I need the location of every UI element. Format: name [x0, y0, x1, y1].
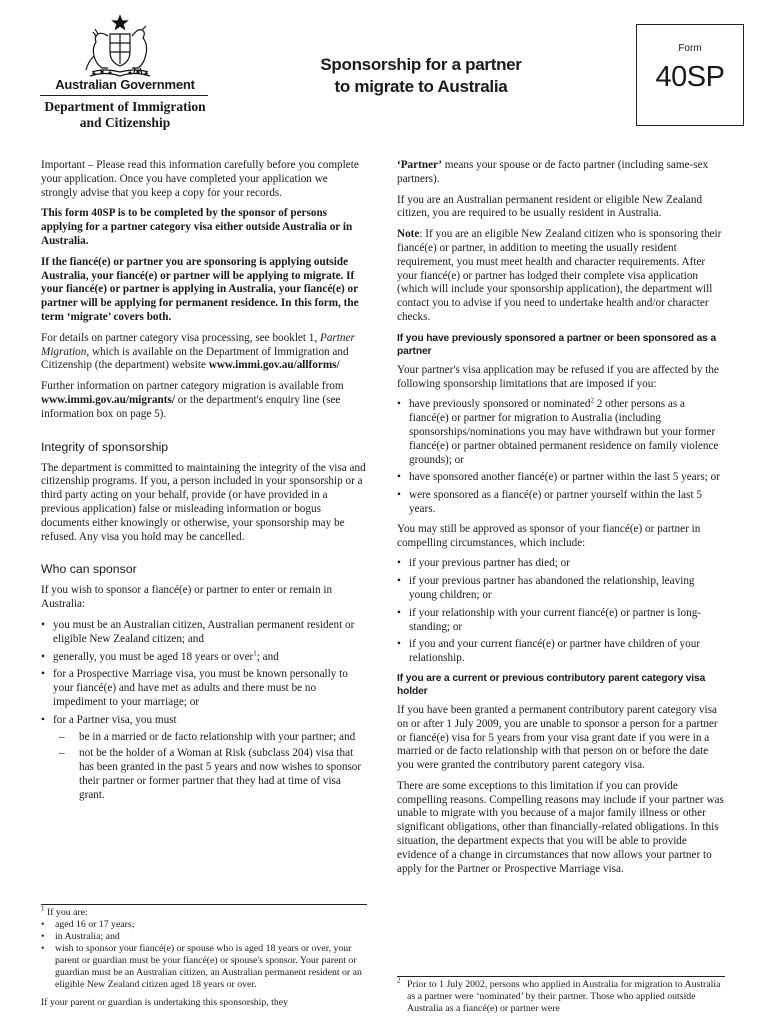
note-paragraph [397, 228, 725, 325]
list-item: • if your previous partner has died; or [397, 557, 725, 571]
list-item: • for a Prospective Marriage visa, you must be known personally to your fiancé(e) and have met as adults and there must be no impediment to your marriage; or [41, 668, 367, 709]
form-title [296, 54, 546, 98]
parent-visa-paragraph-1: If you have been granted a permanent contributory parent category visa on or after 1 July 2009, you are unable to sponsor a person for a partner or fiancé(e) visa for 5 years from your visa grant date if you were in a married or de facto relationship with that person on or before the date you were granted the contributory parent category visa. [397, 703, 718, 772]
right-column [397, 159, 725, 883]
footnote-2-row [397, 976, 725, 1015]
list-item-text: for a Partner visa, you must [53, 713, 177, 726]
integrity-heading: Integrity of sponsorship [41, 439, 169, 454]
list-item-text: ; and [256, 650, 279, 663]
list-item: • if your previous partner has abandoned the relationship, leaving young children; or [397, 575, 725, 603]
further-text: Further information on partner category migration is available from [41, 380, 344, 393]
list-item-text: 2 other persons as a fiancé(e) or partner for migration to Australia (including sponsorships/nominations you may have withdrawn but your former fiancé(e) or partner obtained permanent residence on family violence grounds); or [409, 398, 719, 466]
list-item [397, 398, 725, 467]
department-line-2: and Citizenship [79, 115, 171, 130]
list-item: • you must be an Australian citizen, Australian permanent resident or eligible New Zealand citizen; and [41, 619, 367, 647]
list-item [41, 648, 367, 665]
note-text: : If you are an eligible New Zealand citizen who is sponsoring their fiancé(e) or partner, in addition to meeting the usually resident requirement, you must meet health and character requirements. After your fiancé(e) or partner has lodged their complete visa application (which will include your sponsorship application), the department will contact you to advise if you need to undertake health and/or character checks. [397, 228, 722, 323]
allforms-link[interactable]: www.immi.gov.au/allforms/ [208, 359, 340, 372]
parent-visa-heading: If you are a current or previous contributory parent category visa holder [397, 672, 706, 697]
further-text-2: or the department's enquiry line (see information box on page 5). [41, 393, 341, 420]
footnote-ref: 1 [253, 648, 257, 657]
sublist-item: – not be the holder of a Woman at Risk (subclass 204) visa that has been granted in the past 5 years and now wishes to sponsor their partner or former partner that they had at time of visa grant. [53, 747, 367, 802]
footnote-divider [397, 976, 725, 977]
previous-sponsorship-heading: If you have previously sponsored a partner or been sponsored as a partner [397, 332, 717, 357]
compelling-intro-paragraph: You may still be approved as sponsor of your fiancé(e) or partner in compelling circumstances, which include: [397, 522, 701, 549]
government-name: Australian Government [55, 77, 195, 92]
department-line-1: Department of Immigration [44, 99, 206, 114]
details-text-2: , which is available on the Department of Immigration and Citizenship (the department) website [41, 345, 349, 372]
previous-intro-paragraph: Your partner's visa application may be refused if you are affected by the following sponsorship limitations that are imposed if you: [397, 363, 719, 390]
sponsorship-limitations-list [397, 398, 725, 516]
list-item: • if your relationship with your current fiancé(e) or partner is long-standing; or [397, 607, 725, 635]
header-divider [40, 95, 208, 96]
footnote-2-mark: 2 [397, 976, 401, 985]
compelling-circumstances-list [397, 557, 725, 666]
migrants-link[interactable]: www.immi.gov.au/migrants/ [41, 393, 175, 406]
who-can-sponsor-list [41, 619, 367, 803]
intro-paragraph: Important – Please read this information carefully before you complete your application. Once you have completed your application we strongly advise that you keep a copy for your records. [41, 159, 359, 199]
footnote-1-head-text: If you are: [44, 907, 88, 918]
partner-definition: means your spouse or de facto partner (including same-sex partners). [397, 159, 709, 185]
footnote-ref: 2 [590, 396, 594, 405]
list-item: • have sponsored another fiancé(e) or partner within the last 5 years; or [397, 471, 725, 485]
form-title-line-1: Sponsorship for a partner [320, 55, 522, 74]
who-intro-paragraph: If you wish to sponsor a fiancé(e) or partner to enter or remain in Australia: [41, 584, 333, 611]
resident-paragraph: If you are an Australian permanent resident or eligible New Zealand citizen, you are required to be usually resident in Australia. [397, 193, 703, 220]
footnote-1-tail: If your parent or guardian is undertaking this sponsorship, they [41, 997, 289, 1008]
partner-definition-paragraph [397, 159, 725, 187]
footnote-1-list [41, 919, 367, 991]
partner-term: ‘Partner’ [397, 159, 442, 171]
footnote-mark: 1 [41, 904, 45, 913]
footnote-divider [41, 904, 367, 905]
list-item-text: generally, you must be aged 18 years or over [53, 650, 254, 663]
further-info-paragraph [41, 380, 367, 421]
integrity-paragraph: The department is committed to maintaining the integrity of the visa and citizenship programs. If you, a person included in your sponsorship or a third party acting on your behalf, provide (or have provided in a previous application) false or misleading information or bogus documents either knowingly or otherwise, your sponsorship may be refused. Any visa you hold may be cancelled. [41, 461, 366, 543]
note-label: Note [397, 228, 420, 241]
form-label: Form [678, 43, 702, 54]
form-title-line-2: to migrate to Australia [334, 77, 508, 96]
department-name [40, 99, 210, 131]
sublist-item: – be in a married or de facto relationship with your partner; and [53, 731, 367, 745]
booklet-details-paragraph [41, 332, 367, 373]
footnote-mark [397, 976, 407, 1015]
form-purpose-paragraph: This form 40SP is to be completed by the sponsor of persons applying for a partner category visa either outside Australia or in Australia. [41, 207, 353, 247]
list-item: • aged 16 or 17 years; [41, 919, 367, 931]
parent-visa-paragraph-2: There are some exceptions to this limitation if you can provide compelling reasons. Compelling reasons may include if your partner was unable to migrate with you because of a major family illness or other significant obligations, other than financially-related obligations. In this situation, the department expects that you will be able to provide evidence of a change in circumstances that now allows your partner to apply for the Partner or Prospective Marriage visa. [397, 779, 724, 875]
details-text: For details on partner category visa processing, see booklet 1, [41, 331, 318, 344]
list-item-text: have previously sponsored or nominated [409, 398, 591, 411]
list-item: • were sponsored as a fiancé(e) or partner yourself within the last 5 years. [397, 489, 725, 517]
migrate-definition-paragraph: If the fiancé(e) or partner you are sponsoring is applying outside Australia, your fiancé(e) or partner will be applying to migrate. If your fiancé(e) or partner is applying in Australia, your fiancé(e) or partner will be applying for permanent residence. In this form, the term ‘migrate’ covers both. [41, 255, 359, 323]
left-column [41, 159, 367, 808]
form-number-box [636, 24, 744, 126]
footnote-1-head [41, 904, 367, 919]
footnote-1 [41, 904, 367, 1009]
footnote-2-text: Prior to 1 July 2002, persons who applied in Australia for migration to Australia as a partner were ‘nominated’ by their partner. Those who applied outside Australia as a fiancé(e) or partner were [407, 979, 721, 1014]
form-number: 40SP [655, 61, 725, 93]
list-item: • in Australia; and [41, 931, 367, 943]
partner-visa-sublist [53, 731, 367, 803]
footnote-2 [397, 976, 725, 1015]
booklet-title: Partner Migration [41, 331, 355, 358]
who-can-sponsor-heading: Who can sponsor [41, 562, 137, 577]
list-item: • if you and your current fiancé(e) or partner have children of your relationship. [397, 638, 725, 666]
coat-of-arms-icon [80, 14, 160, 80]
list-item [41, 714, 367, 803]
list-item: • wish to sponsor your fiancé(e) or spouse who is aged 18 years or over, your parent or guardian must be your fiancé(e) or spouse's sponsor. Your parent or guardian must be an Australian citizen, an Australian permanent resident or an eligible New Zealand citizen aged 18 years or over. [41, 943, 367, 991]
